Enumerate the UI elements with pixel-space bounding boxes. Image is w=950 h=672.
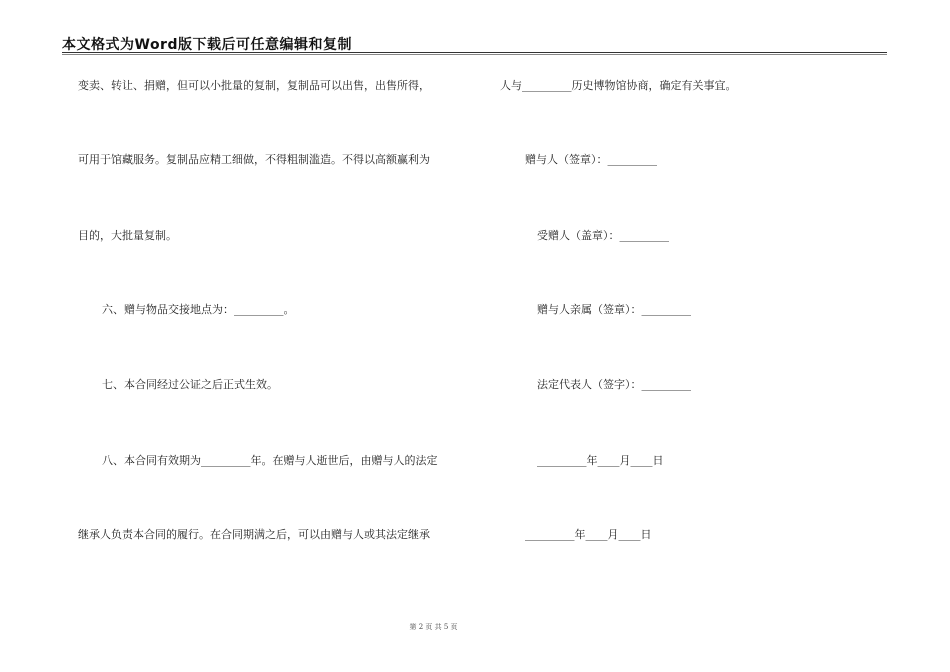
right-line-1: 人与_________历史博物馆协商，确定有关事宜。	[500, 79, 737, 92]
header-divider	[62, 52, 887, 53]
header-divider-secondary	[62, 54, 887, 55]
date-line-1: _________年____月____日	[537, 454, 664, 467]
recipient-seal-line: 受赠人（盖章）：_________	[537, 229, 669, 242]
donor-signature-line: 赠与人（签章）：_________	[525, 153, 657, 166]
clause-eight: 八、本合同有效期为_________年。在赠与人逝世后，由赠与人的法定	[102, 454, 438, 467]
date-line-2: _________年____月____日	[525, 528, 652, 541]
left-line-3: 目的，大批量复制。	[78, 229, 177, 242]
left-line-2: 可用于馆藏服务。复制品应精工细做，不得粗制滥造。不得以高额赢利为	[78, 153, 430, 166]
left-line-1: 变卖、转让、捐赠，但可以小批量的复制，复制品可以出售，出售所得，	[78, 79, 430, 92]
page-number-footer: 第 2 页 共 5 页	[409, 623, 458, 631]
clause-seven: 七、本合同经过公证之后正式生效。	[102, 378, 278, 391]
legal-representative-signature-line: 法定代表人（签字）：_________	[537, 378, 691, 391]
left-line-7: 继承人负责本合同的履行。在合同期满之后，可以由赠与人或其法定继承	[78, 528, 430, 541]
donor-relative-signature-line: 赠与人亲属（签章）：_________	[537, 303, 691, 316]
clause-six: 六、赠与物品交接地点为：_________。	[102, 303, 295, 316]
document-header-title: 本文格式为Word版下载后可任意编辑和复制	[62, 37, 352, 53]
